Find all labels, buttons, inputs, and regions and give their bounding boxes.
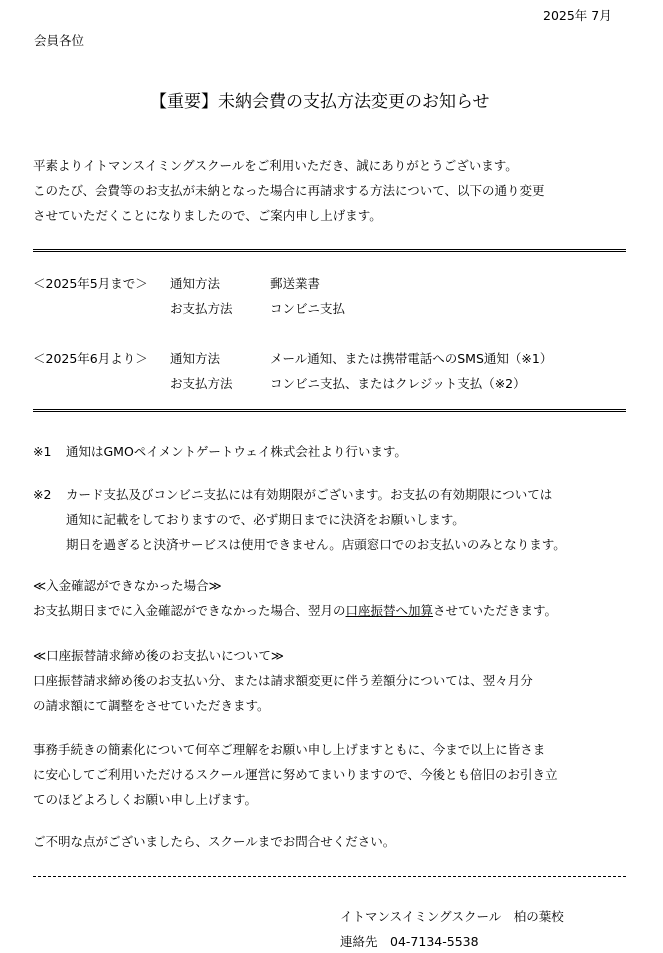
closing-line: に安心してご利用いただけるスクール運営に努めてまいりますので、今後とも倍旧のお引き立: [33, 767, 558, 782]
note-text: カード支払及びコンビニ支払には有効期限がございます。お支払の有効期限については: [66, 487, 553, 502]
section-text: 口座振替請求締め後のお支払い分、または請求額変更に伴う差額分については、翌々月分: [33, 673, 533, 688]
recipient: 会員各位: [34, 33, 85, 48]
row-label: お支払方法: [170, 301, 233, 316]
section-text: の請求額にて調整をさせていただきます。: [33, 698, 270, 713]
row-value: コンビニ支払、またはクレジット支払（※2）: [270, 376, 526, 391]
row-label: 通知方法: [170, 276, 221, 291]
note-text: 期日を過ぎると決済サービスは使用できません。店頭窓口でのお支払いのみとなります。: [66, 537, 566, 552]
period-label: ＜2025年5月まで＞: [33, 276, 148, 291]
underlined-term: 口座振替へ加算: [345, 603, 434, 618]
section-heading: ≪口座振替請求締め後のお支払いについて≫: [33, 648, 284, 663]
school-name: イトマンスイミングスクール 柏の葉校: [340, 909, 564, 924]
page-title: 【重要】未納会費の支払方法変更のお知らせ: [150, 92, 490, 112]
intro-line: 平素よりイトマンスイミングスクールをご利用いただき、誠にありがとうございます。: [33, 158, 518, 173]
intro-line: このたび、会費等のお支払が未納となった場合に再請求する方法について、以下の通り変更: [33, 183, 545, 198]
section-divider: [33, 409, 626, 412]
closing-line: 事務手続きの簡素化について何卒ご理解をお願い申し上げますともに、今まで以上に皆さま: [33, 742, 546, 757]
dashed-divider: [33, 876, 626, 877]
inquiry-text: ご不明な点がございましたら、スクールまでお問合せください。: [33, 834, 396, 849]
note-mark: ※1: [33, 444, 52, 459]
text-segment: お支払期日までに入金確認ができなかった場合、翌月の: [33, 603, 346, 618]
row-value: メール通知、または携帯電話へのSMS通知（※1）: [270, 351, 553, 366]
row-label: 通知方法: [170, 351, 221, 366]
closing-line: てのほどよろしくお願い申し上げます。: [33, 792, 258, 807]
note-mark: ※2: [33, 487, 52, 502]
intro-line: させていただくことになりましたので、ご案内申し上げます。: [33, 208, 382, 223]
row-label: お支払方法: [170, 376, 233, 391]
row-value: コンビニ支払: [270, 301, 346, 316]
note-text: 通知に記載をしておりますので、必ず期日までに決済をお願いします。: [66, 512, 465, 527]
period-label: ＜2025年6月より＞: [33, 351, 148, 366]
row-value: 郵送業書: [270, 276, 321, 291]
section-text: [33, 603, 557, 618]
contact-info: 連絡先 04-7134-5538: [340, 934, 479, 949]
note-text: 通知はGMOペイメントゲートウェイ株式会社より行います。: [66, 444, 407, 459]
text-segment: させていただきます。: [433, 603, 558, 618]
document-date: 2025年 7月: [543, 8, 612, 23]
section-divider: [33, 249, 626, 252]
section-heading: ≪入金確認ができなかった場合≫: [33, 578, 222, 593]
